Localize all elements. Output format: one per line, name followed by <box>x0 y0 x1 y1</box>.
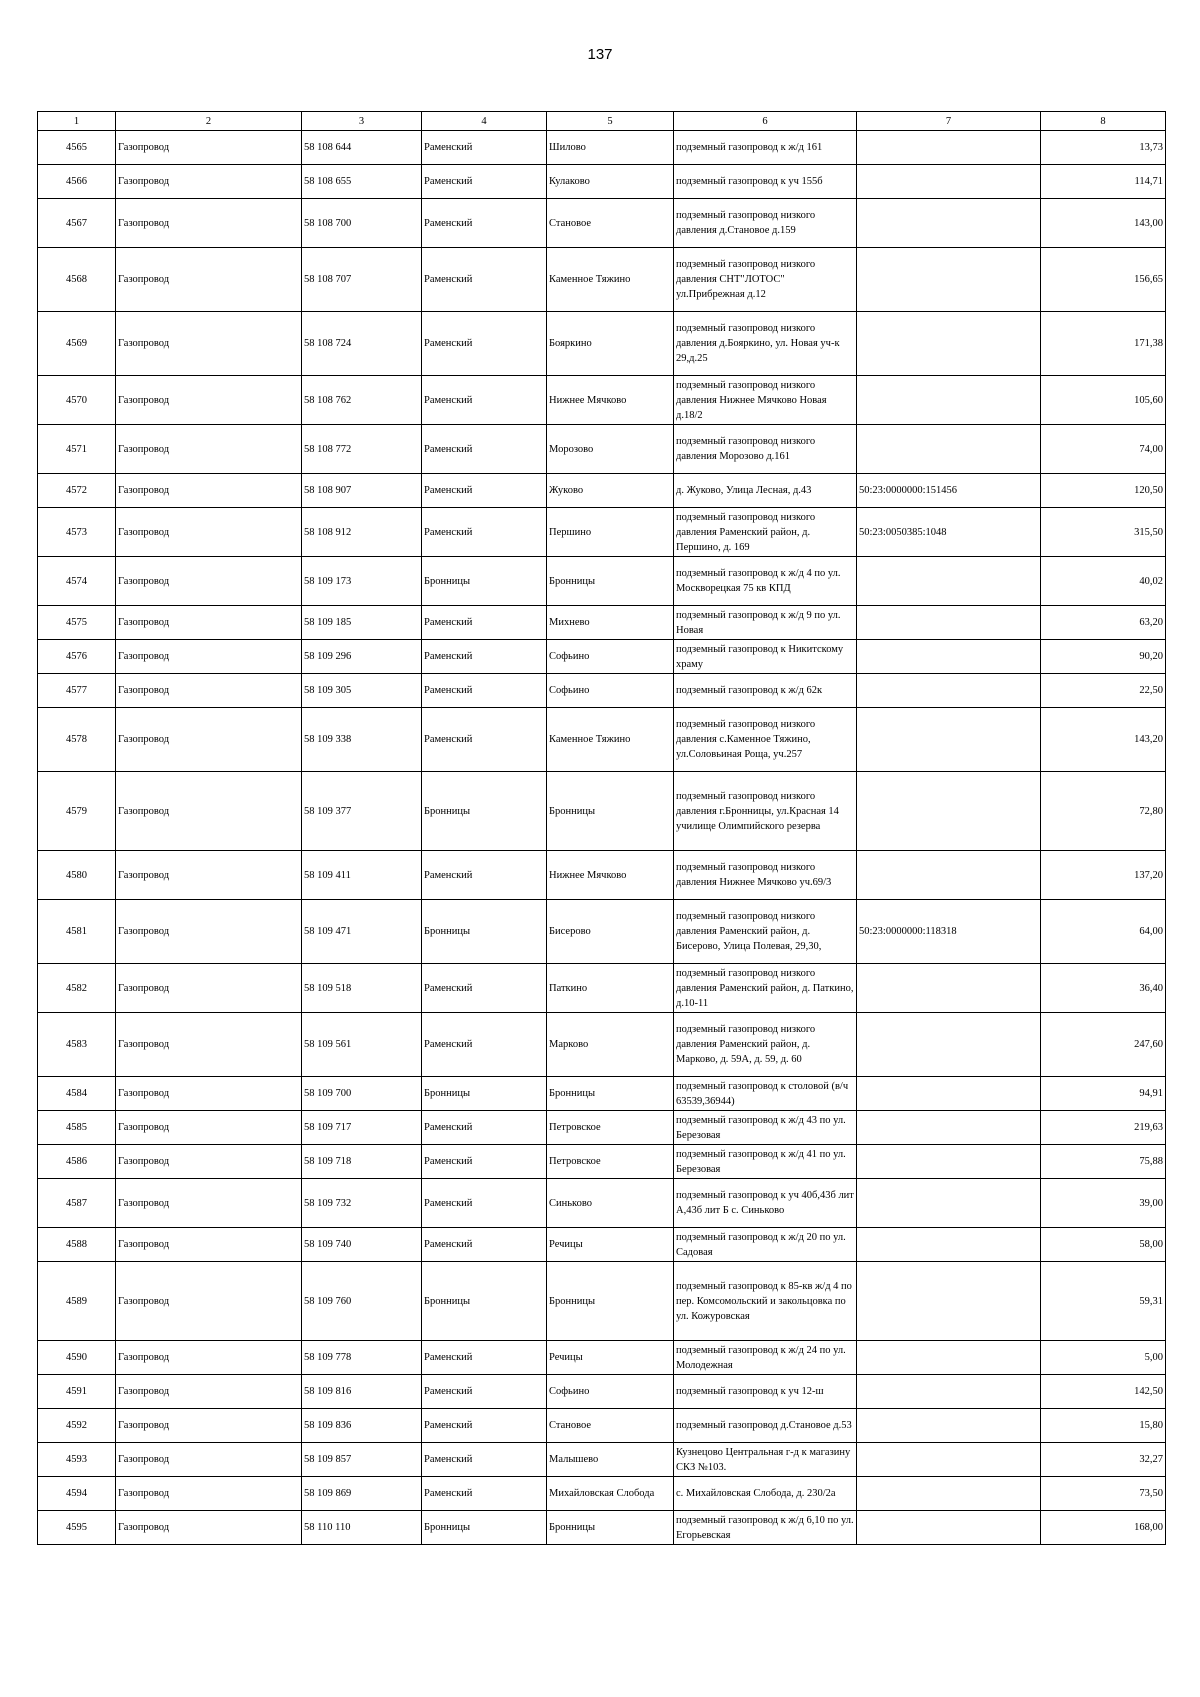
row-number-cell: 4585 <box>38 1111 116 1145</box>
table-row <box>38 1262 1166 1341</box>
locality-cell: Софьино <box>547 674 674 708</box>
table-row <box>38 900 1166 964</box>
length-value-cell: 315,50 <box>1041 508 1166 557</box>
length-value-cell: 114,71 <box>1041 165 1166 199</box>
row-number-cell: 4595 <box>38 1511 116 1545</box>
district-cell: Раменский <box>422 1409 547 1443</box>
district-cell: Раменский <box>422 640 547 674</box>
locality-cell: Становое <box>547 199 674 248</box>
row-number-cell: 4566 <box>38 165 116 199</box>
address-description-cell: подземный газопровод к ж/д 43 по ул. Березовая <box>674 1111 857 1145</box>
district-cell: Бронницы <box>422 1511 547 1545</box>
cadastral-number-cell <box>857 425 1041 474</box>
column-header-1: 1 <box>38 112 116 131</box>
locality-cell: Петровское <box>547 1111 674 1145</box>
cadastral-number-cell <box>857 165 1041 199</box>
locality-cell: Софьино <box>547 640 674 674</box>
locality-cell: Нижнее Мячково <box>547 851 674 900</box>
inventory-number-cell: 58 109 740 <box>302 1228 422 1262</box>
inventory-number-cell: 58 109 869 <box>302 1477 422 1511</box>
column-header-7: 7 <box>857 112 1041 131</box>
table-row <box>38 964 1166 1013</box>
object-name-cell: Газопровод <box>116 131 302 165</box>
length-value-cell: 32,27 <box>1041 1443 1166 1477</box>
row-number-cell: 4574 <box>38 557 116 606</box>
district-cell: Раменский <box>422 248 547 312</box>
length-value-cell: 142,50 <box>1041 1375 1166 1409</box>
address-description-cell: подземный газопровод к уч 155б <box>674 165 857 199</box>
locality-cell: Бисерово <box>547 900 674 964</box>
length-value-cell: 39,00 <box>1041 1179 1166 1228</box>
row-number-cell: 4580 <box>38 851 116 900</box>
inventory-number-cell: 58 109 836 <box>302 1409 422 1443</box>
cadastral-number-cell <box>857 1341 1041 1375</box>
inventory-number-cell: 58 109 778 <box>302 1341 422 1375</box>
district-cell: Раменский <box>422 1111 547 1145</box>
inventory-number-cell: 58 109 717 <box>302 1111 422 1145</box>
district-cell: Раменский <box>422 964 547 1013</box>
locality-cell: Кулаково <box>547 165 674 199</box>
locality-cell: Марково <box>547 1013 674 1077</box>
table-row <box>38 1013 1166 1077</box>
length-value-cell: 168,00 <box>1041 1511 1166 1545</box>
length-value-cell: 94,91 <box>1041 1077 1166 1111</box>
locality-cell: Каменное Тяжино <box>547 708 674 772</box>
object-name-cell: Газопровод <box>116 1145 302 1179</box>
length-value-cell: 156,65 <box>1041 248 1166 312</box>
cadastral-number-cell: 50:23:0000000:118318 <box>857 900 1041 964</box>
registry-table <box>37 111 1166 1545</box>
row-number-cell: 4569 <box>38 312 116 376</box>
inventory-number-cell: 58 109 857 <box>302 1443 422 1477</box>
locality-cell: Бронницы <box>547 557 674 606</box>
row-number-cell: 4576 <box>38 640 116 674</box>
length-value-cell: 120,50 <box>1041 474 1166 508</box>
inventory-number-cell: 58 108 644 <box>302 131 422 165</box>
address-description-cell: подземный газопровод низкого давления г.Бронницы, ул.Красная 14 училище Олимпийского резерва <box>674 772 857 851</box>
length-value-cell: 143,00 <box>1041 199 1166 248</box>
cadastral-number-cell <box>857 1077 1041 1111</box>
address-description-cell: подземный газопровод к столовой (в/ч 63539,36944) <box>674 1077 857 1111</box>
object-name-cell: Газопровод <box>116 708 302 772</box>
inventory-number-cell: 58 109 760 <box>302 1262 422 1341</box>
object-name-cell: Газопровод <box>116 425 302 474</box>
table-row <box>38 1077 1166 1111</box>
cadastral-number-cell <box>857 1511 1041 1545</box>
row-number-cell: 4572 <box>38 474 116 508</box>
length-value-cell: 63,20 <box>1041 606 1166 640</box>
cadastral-number-cell <box>857 1145 1041 1179</box>
district-cell: Бронницы <box>422 557 547 606</box>
object-name-cell: Газопровод <box>116 1477 302 1511</box>
locality-cell: Бронницы <box>547 1077 674 1111</box>
address-description-cell: д. Жуково, Улица Лесная, д.43 <box>674 474 857 508</box>
locality-cell: Бронницы <box>547 1511 674 1545</box>
locality-cell: Софьино <box>547 1375 674 1409</box>
inventory-number-cell: 58 109 518 <box>302 964 422 1013</box>
length-value-cell: 58,00 <box>1041 1228 1166 1262</box>
row-number-cell: 4565 <box>38 131 116 165</box>
inventory-number-cell: 58 109 561 <box>302 1013 422 1077</box>
length-value-cell: 137,20 <box>1041 851 1166 900</box>
district-cell: Раменский <box>422 1443 547 1477</box>
inventory-number-cell: 58 109 732 <box>302 1179 422 1228</box>
row-number-cell: 4573 <box>38 508 116 557</box>
object-name-cell: Газопровод <box>116 640 302 674</box>
table-row <box>38 1111 1166 1145</box>
table-row <box>38 851 1166 900</box>
inventory-number-cell: 58 108 700 <box>302 199 422 248</box>
district-cell: Раменский <box>422 1477 547 1511</box>
district-cell: Раменский <box>422 312 547 376</box>
length-value-cell: 74,00 <box>1041 425 1166 474</box>
cadastral-number-cell <box>857 772 1041 851</box>
cadastral-number-cell <box>857 851 1041 900</box>
row-number-cell: 4592 <box>38 1409 116 1443</box>
cadastral-number-cell <box>857 674 1041 708</box>
district-cell: Раменский <box>422 376 547 425</box>
inventory-number-cell: 58 109 305 <box>302 674 422 708</box>
address-description-cell: подземный газопровод к ж/д 161 <box>674 131 857 165</box>
locality-cell: Речицы <box>547 1228 674 1262</box>
inventory-number-cell: 58 109 471 <box>302 900 422 964</box>
row-number-cell: 4590 <box>38 1341 116 1375</box>
inventory-number-cell: 58 109 816 <box>302 1375 422 1409</box>
address-description-cell: подземный газопровод низкого давления Нижнее Мячково Новая д.18/2 <box>674 376 857 425</box>
cadastral-number-cell <box>857 1013 1041 1077</box>
table-row <box>38 1341 1166 1375</box>
row-number-cell: 4593 <box>38 1443 116 1477</box>
address-description-cell: подземный газопровод низкого давления Морозово д.161 <box>674 425 857 474</box>
object-name-cell: Газопровод <box>116 1111 302 1145</box>
length-value-cell: 219,63 <box>1041 1111 1166 1145</box>
object-name-cell: Газопровод <box>116 1443 302 1477</box>
cadastral-number-cell <box>857 1262 1041 1341</box>
inventory-number-cell: 58 108 707 <box>302 248 422 312</box>
locality-cell: Каменное Тяжино <box>547 248 674 312</box>
column-header-6: 6 <box>674 112 857 131</box>
inventory-number-cell: 58 108 655 <box>302 165 422 199</box>
cadastral-number-cell <box>857 1477 1041 1511</box>
row-number-cell: 4581 <box>38 900 116 964</box>
object-name-cell: Газопровод <box>116 1409 302 1443</box>
object-name-cell: Газопровод <box>116 557 302 606</box>
table-row <box>38 1511 1166 1545</box>
address-description-cell: подземный газопровод д.Становое д.53 <box>674 1409 857 1443</box>
row-number-cell: 4589 <box>38 1262 116 1341</box>
district-cell: Раменский <box>422 1179 547 1228</box>
district-cell: Раменский <box>422 1228 547 1262</box>
object-name-cell: Газопровод <box>116 1228 302 1262</box>
column-header-8: 8 <box>1041 112 1166 131</box>
district-cell: Раменский <box>422 708 547 772</box>
length-value-cell: 171,38 <box>1041 312 1166 376</box>
object-name-cell: Газопровод <box>116 508 302 557</box>
inventory-number-cell: 58 110 110 <box>302 1511 422 1545</box>
address-description-cell: подземный газопровод низкого давления д.Становое д.159 <box>674 199 857 248</box>
row-number-cell: 4594 <box>38 1477 116 1511</box>
table-row <box>38 508 1166 557</box>
table-row <box>38 772 1166 851</box>
row-number-cell: 4591 <box>38 1375 116 1409</box>
district-cell: Раменский <box>422 165 547 199</box>
cadastral-number-cell: 50:23:0000000:151456 <box>857 474 1041 508</box>
locality-cell: Паткино <box>547 964 674 1013</box>
district-cell: Бронницы <box>422 1077 547 1111</box>
district-cell: Раменский <box>422 674 547 708</box>
table-row <box>38 474 1166 508</box>
address-description-cell: подземный газопровод низкого давления с.Каменное Тяжино, ул.Соловьиная Роща, уч.257 <box>674 708 857 772</box>
district-cell: Раменский <box>422 1013 547 1077</box>
inventory-number-cell: 58 109 377 <box>302 772 422 851</box>
table-row <box>38 640 1166 674</box>
object-name-cell: Газопровод <box>116 1341 302 1375</box>
row-number-cell: 4571 <box>38 425 116 474</box>
address-description-cell: Кузнецово Центральная г-д к магазину СКЗ №103. <box>674 1443 857 1477</box>
object-name-cell: Газопровод <box>116 376 302 425</box>
inventory-number-cell: 58 109 338 <box>302 708 422 772</box>
length-value-cell: 143,20 <box>1041 708 1166 772</box>
inventory-number-cell: 58 108 724 <box>302 312 422 376</box>
address-description-cell: подземный газопровод к Никитскому храму <box>674 640 857 674</box>
column-header-5: 5 <box>547 112 674 131</box>
row-number-cell: 4577 <box>38 674 116 708</box>
object-name-cell: Газопровод <box>116 474 302 508</box>
district-cell: Раменский <box>422 474 547 508</box>
locality-cell: Михнево <box>547 606 674 640</box>
district-cell: Раменский <box>422 1341 547 1375</box>
page-number: 137 <box>587 46 613 63</box>
cadastral-number-cell <box>857 708 1041 772</box>
address-description-cell: подземный газопровод к 85-кв ж/д 4 по пер. Комсомольский и закольцовка по ул. Кожуровская <box>674 1262 857 1341</box>
cadastral-number-cell <box>857 248 1041 312</box>
row-number-cell: 4568 <box>38 248 116 312</box>
address-description-cell: подземный газопровод низкого давления Раменский район, д. Марково, д. 59А, д. 59, д. 60 <box>674 1013 857 1077</box>
inventory-number-cell: 58 108 762 <box>302 376 422 425</box>
object-name-cell: Газопровод <box>116 674 302 708</box>
locality-cell: Бояркино <box>547 312 674 376</box>
object-name-cell: Газопровод <box>116 1375 302 1409</box>
locality-cell: Петровское <box>547 1145 674 1179</box>
table-row <box>38 1409 1166 1443</box>
locality-cell: Становое <box>547 1409 674 1443</box>
address-description-cell: подземный газопровод к ж/д 62к <box>674 674 857 708</box>
row-number-cell: 4588 <box>38 1228 116 1262</box>
column-header-4: 4 <box>422 112 547 131</box>
inventory-number-cell: 58 109 296 <box>302 640 422 674</box>
row-number-cell: 4583 <box>38 1013 116 1077</box>
registry-body <box>38 131 1166 1545</box>
district-cell: Раменский <box>422 199 547 248</box>
row-number-cell: 4567 <box>38 199 116 248</box>
cadastral-number-cell <box>857 640 1041 674</box>
row-number-cell: 4570 <box>38 376 116 425</box>
district-cell: Раменский <box>422 606 547 640</box>
inventory-number-cell: 58 109 185 <box>302 606 422 640</box>
object-name-cell: Газопровод <box>116 772 302 851</box>
object-name-cell: Газопровод <box>116 964 302 1013</box>
table-row <box>38 199 1166 248</box>
address-description-cell: подземный газопровод низкого давления СНТ"ЛОТОС" ул.Прибрежная д.12 <box>674 248 857 312</box>
district-cell: Раменский <box>422 1375 547 1409</box>
inventory-number-cell: 58 108 772 <box>302 425 422 474</box>
length-value-cell: 5,00 <box>1041 1341 1166 1375</box>
object-name-cell: Газопровод <box>116 1511 302 1545</box>
column-header-3: 3 <box>302 112 422 131</box>
table-row <box>38 425 1166 474</box>
table-row <box>38 376 1166 425</box>
table-row <box>38 606 1166 640</box>
table-row <box>38 248 1166 312</box>
length-value-cell: 40,02 <box>1041 557 1166 606</box>
locality-cell: Михайловская Слобода <box>547 1477 674 1511</box>
cadastral-number-cell <box>857 1375 1041 1409</box>
locality-cell: Бронницы <box>547 1262 674 1341</box>
cadastral-number-cell <box>857 606 1041 640</box>
table-row <box>38 1443 1166 1477</box>
length-value-cell: 36,40 <box>1041 964 1166 1013</box>
table-row <box>38 708 1166 772</box>
locality-cell: Нижнее Мячково <box>547 376 674 425</box>
object-name-cell: Газопровод <box>116 606 302 640</box>
address-description-cell: подземный газопровод низкого давления Раменский район, д. Паткино, д.10-11 <box>674 964 857 1013</box>
inventory-number-cell: 58 109 411 <box>302 851 422 900</box>
inventory-number-cell: 58 109 718 <box>302 1145 422 1179</box>
cadastral-number-cell <box>857 1228 1041 1262</box>
address-description-cell: подземный газопровод низкого давления д.Бояркино, ул. Новая уч-к 29,д.25 <box>674 312 857 376</box>
length-value-cell: 22,50 <box>1041 674 1166 708</box>
inventory-number-cell: 58 108 907 <box>302 474 422 508</box>
district-cell: Раменский <box>422 508 547 557</box>
address-description-cell: подземный газопровод низкого давления Нижнее Мячково уч.69/3 <box>674 851 857 900</box>
table-row <box>38 1179 1166 1228</box>
header-row <box>38 112 1166 131</box>
address-description-cell: подземный газопровод низкого давления Раменский район, д. Бисерово, Улица Полевая, 29,30, <box>674 900 857 964</box>
object-name-cell: Газопровод <box>116 851 302 900</box>
length-value-cell: 72,80 <box>1041 772 1166 851</box>
length-value-cell: 15,80 <box>1041 1409 1166 1443</box>
district-cell: Бронницы <box>422 1262 547 1341</box>
length-value-cell: 90,20 <box>1041 640 1166 674</box>
locality-cell: Першино <box>547 508 674 557</box>
table-row <box>38 312 1166 376</box>
locality-cell: Синьково <box>547 1179 674 1228</box>
row-number-cell: 4586 <box>38 1145 116 1179</box>
district-cell: Раменский <box>422 425 547 474</box>
locality-cell: Бронницы <box>547 772 674 851</box>
length-value-cell: 247,60 <box>1041 1013 1166 1077</box>
row-number-cell: 4578 <box>38 708 116 772</box>
inventory-number-cell: 58 109 700 <box>302 1077 422 1111</box>
row-number-cell: 4582 <box>38 964 116 1013</box>
table-row <box>38 131 1166 165</box>
row-number-cell: 4587 <box>38 1179 116 1228</box>
locality-cell: Жуково <box>547 474 674 508</box>
address-description-cell: подземный газопровод к ж/д 4 по ул. Москворецкая 75 кв КПД <box>674 557 857 606</box>
address-description-cell: подземный газопровод к уч 12-ш <box>674 1375 857 1409</box>
address-description-cell: подземный газопровод к ж/д 24 по ул. Молодежная <box>674 1341 857 1375</box>
table-row <box>38 674 1166 708</box>
cadastral-number-cell <box>857 199 1041 248</box>
length-value-cell: 73,50 <box>1041 1477 1166 1511</box>
object-name-cell: Газопровод <box>116 900 302 964</box>
locality-cell: Малышево <box>547 1443 674 1477</box>
object-name-cell: Газопровод <box>116 1077 302 1111</box>
inventory-number-cell: 58 109 173 <box>302 557 422 606</box>
object-name-cell: Газопровод <box>116 248 302 312</box>
cadastral-number-cell <box>857 312 1041 376</box>
object-name-cell: Газопровод <box>116 312 302 376</box>
address-description-cell: подземный газопровод к ж/д 9 по ул. Новая <box>674 606 857 640</box>
address-description-cell: подземный газопровод низкого давления Раменский район, д. Першино, д. 169 <box>674 508 857 557</box>
table-row <box>38 1145 1166 1179</box>
district-cell: Раменский <box>422 131 547 165</box>
district-cell: Раменский <box>422 1145 547 1179</box>
district-cell: Бронницы <box>422 772 547 851</box>
cadastral-number-cell <box>857 1443 1041 1477</box>
length-value-cell: 59,31 <box>1041 1262 1166 1341</box>
object-name-cell: Газопровод <box>116 1262 302 1341</box>
length-value-cell: 75,88 <box>1041 1145 1166 1179</box>
cadastral-number-cell <box>857 1111 1041 1145</box>
object-name-cell: Газопровод <box>116 199 302 248</box>
cadastral-number-cell <box>857 964 1041 1013</box>
address-description-cell: подземный газопровод к ж/д 20 по ул. Садовая <box>674 1228 857 1262</box>
object-name-cell: Газопровод <box>116 1179 302 1228</box>
cadastral-number-cell <box>857 376 1041 425</box>
table-row <box>38 1228 1166 1262</box>
table-row <box>38 165 1166 199</box>
address-description-cell: подземный газопровод к ж/д 41 по ул. Березовая <box>674 1145 857 1179</box>
row-number-cell: 4575 <box>38 606 116 640</box>
address-description-cell: подземный газопровод к уч 40б,43б лит А,43б лит Б с. Синьково <box>674 1179 857 1228</box>
table-row <box>38 1477 1166 1511</box>
length-value-cell: 105,60 <box>1041 376 1166 425</box>
column-header-2: 2 <box>116 112 302 131</box>
address-description-cell: с. Михайловская Слобода, д. 230/2а <box>674 1477 857 1511</box>
district-cell: Раменский <box>422 851 547 900</box>
table-row <box>38 1375 1166 1409</box>
table-row <box>38 557 1166 606</box>
cadastral-number-cell <box>857 1179 1041 1228</box>
row-number-cell: 4579 <box>38 772 116 851</box>
locality-cell: Шилово <box>547 131 674 165</box>
cadastral-number-cell <box>857 131 1041 165</box>
row-number-cell: 4584 <box>38 1077 116 1111</box>
cadastral-number-cell: 50:23:0050385:1048 <box>857 508 1041 557</box>
address-description-cell: подземный газопровод к ж/д 6,10 по ул. Егорьевская <box>674 1511 857 1545</box>
cadastral-number-cell <box>857 1409 1041 1443</box>
object-name-cell: Газопровод <box>116 1013 302 1077</box>
inventory-number-cell: 58 108 912 <box>302 508 422 557</box>
object-name-cell: Газопровод <box>116 165 302 199</box>
locality-cell: Речицы <box>547 1341 674 1375</box>
district-cell: Бронницы <box>422 900 547 964</box>
length-value-cell: 13,73 <box>1041 131 1166 165</box>
locality-cell: Морозово <box>547 425 674 474</box>
cadastral-number-cell <box>857 557 1041 606</box>
length-value-cell: 64,00 <box>1041 900 1166 964</box>
